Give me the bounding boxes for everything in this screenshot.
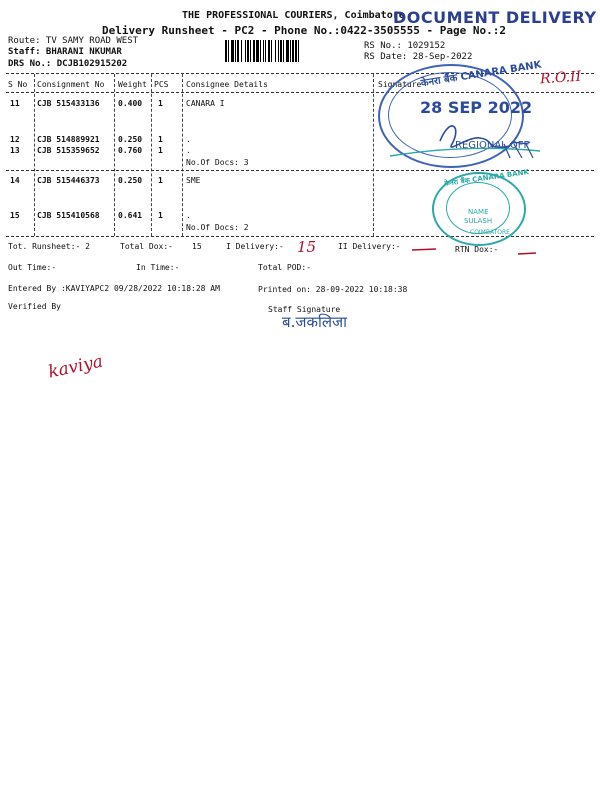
canara-stamp-date: 28 SEP 2022 [420,98,533,117]
col-weight: Weight [118,80,147,89]
row-weight: 0.641 [118,211,143,220]
group1-doc-count: No.Of Docs: 3 [186,158,249,167]
row-pcs: 1 [158,176,163,185]
out-time: Out Time:- [8,263,57,272]
rs-number: RS No.: 1029152 [364,41,446,51]
row-pcs: 1 [158,146,163,155]
red-dash-mark [516,250,540,258]
canara-bank-top-text: केनरा बैंक CANARA BANK [420,59,543,90]
row-consignment: CJB 514889921 [37,135,100,144]
drs-number: DRS No.: DCJB102915202 [8,59,128,69]
row-consignee: . [186,146,191,155]
col-pcs: PCS [154,80,169,89]
col-divider [114,74,115,236]
row-consignment: CJB 515433136 [37,99,100,108]
total-dox-value: 15 [192,242,202,251]
rs-date: RS Date: 28-Sep-2022 [364,52,473,62]
rtn-dox: RTN Dox:- [455,245,499,254]
regional-office-text: REGIONAL OFF [455,140,530,151]
canara-round-top-text: केनरा बैंक CANARA BANK [443,168,530,188]
row-consignee: . [186,211,191,220]
staff-signature: ब.जकलिजा [282,313,348,331]
row-sno: 11 [10,99,20,108]
staff-text: Staff: BHARANI NKUMAR [8,47,122,57]
row-consignee: CANARA I [186,99,225,108]
company-name: THE PROFESSIONAL COURIERS, Coimbatore [182,10,405,21]
document-delivery-stamp: DOCUMENT DELIVERY [393,8,597,27]
verified-by: Verified By [8,302,61,311]
row-sno: 15 [10,211,20,220]
row-weight: 0.250 [118,135,143,144]
col-signature: Signature [378,80,422,89]
barcode [225,40,301,62]
col-consignment: Consignment No [37,80,105,89]
col-divider [151,74,152,236]
row-consignment: CJB 515446373 [37,176,100,185]
row-weight: 0.400 [118,99,143,108]
entered-by: Entered By :KAVIYAPC2 09/28/2022 10:18:28 AM [8,284,220,293]
tot-runsheet: Tot. Runsheet:- 2 [8,242,90,251]
row-sno: 14 [10,176,20,185]
canara-round-city: COIMBATORE [470,229,510,236]
row-consignment: CJB 515410568 [37,211,100,220]
col-divider [182,74,183,236]
i-delivery: I Delivery:- [226,242,284,251]
col-divider [373,74,374,236]
route-text: Route: TV SAMY ROAD WEST [8,36,139,46]
total-dox: Total Dox:- [120,242,173,251]
row-consignee: . [186,135,191,144]
barcode-bar [299,40,301,62]
canara-round-name: NAME [468,208,489,216]
col-sno: S No [8,80,28,89]
signature-tick [500,140,540,162]
in-time: In Time:- [136,263,180,272]
canara-round-sulash: SULASH [464,217,493,225]
row-pcs: 1 [158,211,163,220]
ii-delivery: II Delivery:- [338,242,401,251]
col-consignee: Consignee Details [186,80,268,89]
row-sno: 13 [10,146,20,155]
i-delivery-handwritten: 15 [297,238,317,256]
group2-doc-count: No.Of Docs: 2 [186,223,249,232]
row-weight: 0.250 [118,176,143,185]
row-weight: 0.760 [118,146,143,155]
staff-signature-label: Staff Signature [268,305,341,314]
ro-handwriting: R.O.II [539,68,582,88]
total-pod: Total POD:- [258,263,311,272]
row-pcs: 1 [158,135,163,144]
row-consignee: SME [186,176,201,185]
red-dash-mark [410,246,440,254]
printed-on: Printed on: 28-09-2022 10:18:38 [258,285,408,294]
row-pcs: 1 [158,99,163,108]
runsheet-title: Delivery Runsheet - PC2 - Phone No.:0422-3505555 - Page No.:2 [102,24,506,37]
row-consignment: CJB 515359652 [37,146,100,155]
kaviya-handwriting: kaviya [46,351,105,383]
col-divider [34,74,35,236]
row-sno: 12 [10,135,20,144]
